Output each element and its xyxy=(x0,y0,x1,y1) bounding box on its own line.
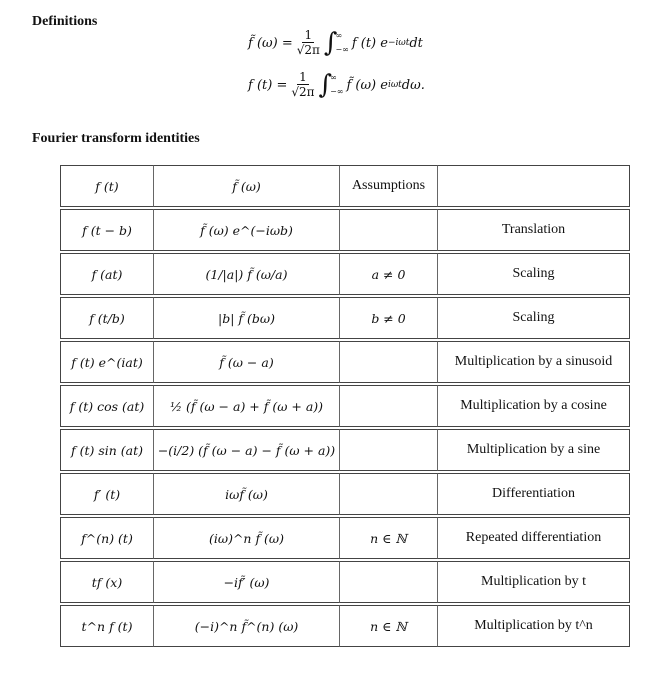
cell-assumption xyxy=(339,385,437,427)
cell-frequency-domain: |b| f̃ (bω) xyxy=(153,297,339,339)
eq2-differential: dω. xyxy=(401,77,425,93)
cell-name: Differentiation xyxy=(437,473,630,515)
cell-frequency-domain: −(i/2) (f̃ (ω − a) − f̃ (ω + a)) xyxy=(153,429,339,471)
cell-assumption xyxy=(339,561,437,603)
table-header-row xyxy=(60,165,630,207)
eq1-upper-limit: ∞ xyxy=(335,31,343,40)
cell-time-domain: f (at) xyxy=(60,253,153,295)
cell-time-domain: f′ (t) xyxy=(60,473,153,515)
eq2-exponent: iωt xyxy=(387,80,402,90)
cell-assumption xyxy=(339,429,437,471)
cell-assumption: b ≠ 0 xyxy=(339,297,437,339)
cell-frequency-domain: iωf̃ (ω) xyxy=(153,473,339,515)
table-row xyxy=(60,253,630,295)
cell-name: Repeated differentiation xyxy=(437,517,630,559)
table-row xyxy=(60,561,630,603)
eq2-integrand: f̃ (ω) e xyxy=(346,77,388,93)
cell-time-domain: f (t) e^(iat) xyxy=(60,341,153,383)
cell-frequency-domain: (iω)^n f̃ (ω) xyxy=(153,517,339,559)
cell-time-domain: f (t − b) xyxy=(60,209,153,251)
identities-heading: Fourier transform identities xyxy=(32,131,200,146)
table-row xyxy=(60,473,630,515)
eq2-upper-limit: ∞ xyxy=(330,73,337,82)
eq2-limits xyxy=(330,71,343,99)
table-row xyxy=(60,209,630,251)
cell-assumption: n ∈ ℕ xyxy=(339,517,437,559)
cell-frequency-domain: (1/|a|) f̃ (ω/a) xyxy=(153,253,339,295)
header-time-domain: f (t) xyxy=(60,165,153,207)
forward-transform-equation xyxy=(248,28,423,58)
eq1-normalization-fraction xyxy=(297,28,320,58)
eq2-denominator: √2π xyxy=(291,85,315,99)
inverse-transform-equation xyxy=(248,70,425,100)
cell-time-domain: f (t/b) xyxy=(60,297,153,339)
cell-frequency-domain: −if̃′ (ω) xyxy=(153,561,339,603)
cell-name: Scaling xyxy=(437,253,630,295)
eq1-integral xyxy=(324,29,349,57)
table-row xyxy=(60,385,630,427)
eq2-normalization-fraction xyxy=(291,70,314,100)
table-row xyxy=(60,605,630,647)
eq2-numerator: 1 xyxy=(299,70,307,84)
cell-name: Multiplication by a sine xyxy=(437,429,630,471)
cell-time-domain: f (t) cos (at) xyxy=(60,385,153,427)
cell-name: Multiplication by t^n xyxy=(437,605,630,647)
eq1-lower-limit: −∞ xyxy=(335,45,349,54)
cell-assumption xyxy=(339,341,437,383)
cell-time-domain: f (t) sin (at) xyxy=(60,429,153,471)
cell-name: Scaling xyxy=(437,297,630,339)
header-name xyxy=(437,165,630,207)
table-row xyxy=(60,429,630,471)
cell-frequency-domain: ½ (f̃ (ω − a) + f̃ (ω + a)) xyxy=(153,385,339,427)
eq1-limits xyxy=(335,29,348,57)
cell-name: Multiplication by a cosine xyxy=(437,385,630,427)
table-row xyxy=(60,297,630,339)
header-assumptions: Assumptions xyxy=(339,165,437,207)
cell-time-domain: t^n f (t) xyxy=(60,605,153,647)
cell-assumption: a ≠ 0 xyxy=(339,253,437,295)
table-row xyxy=(60,341,630,383)
eq1-denominator: √2π xyxy=(296,43,320,57)
integral-sign-icon: ∫ xyxy=(318,70,333,100)
cell-assumption xyxy=(339,473,437,515)
cell-assumption xyxy=(339,209,437,251)
cell-time-domain: f^(n) (t) xyxy=(60,517,153,559)
eq2-lower-limit: −∞ xyxy=(330,87,344,96)
eq1-integrand: f (t) e xyxy=(351,35,388,51)
eq1-exponent: −iωt xyxy=(387,38,410,48)
cell-name: Multiplication by a sinusoid xyxy=(437,341,630,383)
eq1-differential: dt xyxy=(409,35,423,51)
cell-frequency-domain: f̃ (ω − a) xyxy=(153,341,339,383)
cell-time-domain: tf (x) xyxy=(60,561,153,603)
identities-table xyxy=(60,163,630,649)
eq1-lhs: f̃ (ω) = xyxy=(248,35,293,51)
eq1-numerator: 1 xyxy=(304,28,313,42)
cell-name: Multiplication by t xyxy=(437,561,630,603)
header-frequency-domain: f̃ (ω) xyxy=(153,165,339,207)
cell-frequency-domain: f̃ (ω) e^(−iωb) xyxy=(153,209,339,251)
eq2-lhs: f (t) = xyxy=(248,77,288,93)
cell-name: Translation xyxy=(437,209,630,251)
cell-frequency-domain: (−i)^n f̃^(n) (ω) xyxy=(153,605,339,647)
table-row xyxy=(60,517,630,559)
integral-sign-icon: ∫ xyxy=(323,28,338,58)
eq2-integral xyxy=(319,71,344,99)
cell-assumption: n ∈ ℕ xyxy=(339,605,437,647)
definitions-heading: Definitions xyxy=(32,14,98,29)
